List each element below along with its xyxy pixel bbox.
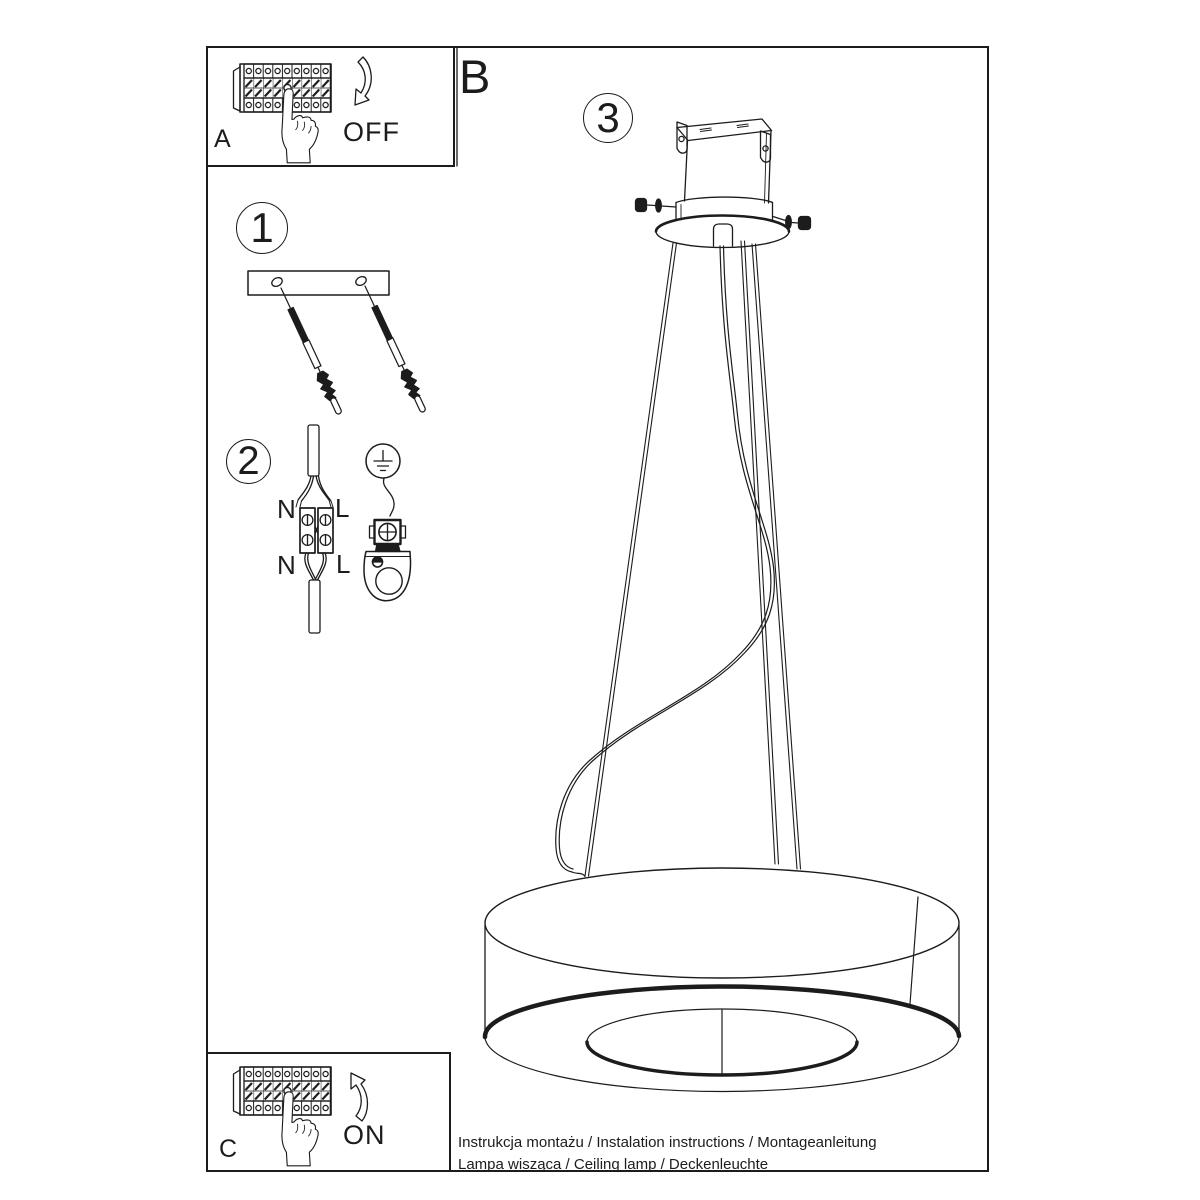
footer-line-1: Instrukcja montażu / Instalation instructions / Montageanleitung bbox=[458, 1134, 877, 1151]
power-cord-drawing bbox=[556, 246, 775, 877]
on-arrow-icon bbox=[351, 1073, 368, 1121]
ground-symbol-icon bbox=[366, 444, 400, 478]
step-2-badge: 2 bbox=[226, 439, 271, 484]
wire-neutral-bottom-label: N bbox=[277, 550, 296, 580]
ground-clamp-drawing bbox=[364, 479, 411, 601]
wire-line-bottom-label: L bbox=[336, 549, 351, 579]
footer-caption bbox=[458, 1132, 877, 1175]
step-3-badge: 3 bbox=[583, 93, 633, 143]
panel-b-label: B bbox=[459, 50, 491, 103]
ceiling-bracket-drawing bbox=[677, 119, 772, 203]
panel-a-label: A bbox=[214, 125, 231, 153]
terminal-block-drawing bbox=[296, 425, 333, 633]
wall-anchor-icon bbox=[275, 285, 346, 416]
off-arrow-icon bbox=[355, 57, 371, 105]
wire-line-top-label: L bbox=[335, 493, 350, 523]
panel-c-action-label: ON bbox=[343, 1120, 386, 1150]
footer-line-2: Lampa wisząca / Ceiling lamp / Deckenleuchte bbox=[458, 1155, 769, 1173]
wire-neutral-top-label: N bbox=[277, 494, 296, 524]
circuit-breaker-panel-icon bbox=[234, 64, 332, 112]
wall-anchor-icon bbox=[359, 283, 430, 414]
circuit-breaker-panel-icon bbox=[234, 1067, 332, 1115]
step-1-badge: 1 bbox=[236, 202, 288, 254]
panel-a-action-label: OFF bbox=[343, 117, 400, 147]
lampshade-drawing bbox=[485, 868, 959, 1091]
canopy-drawing bbox=[636, 197, 811, 247]
panel-c-label: C bbox=[219, 1135, 238, 1163]
